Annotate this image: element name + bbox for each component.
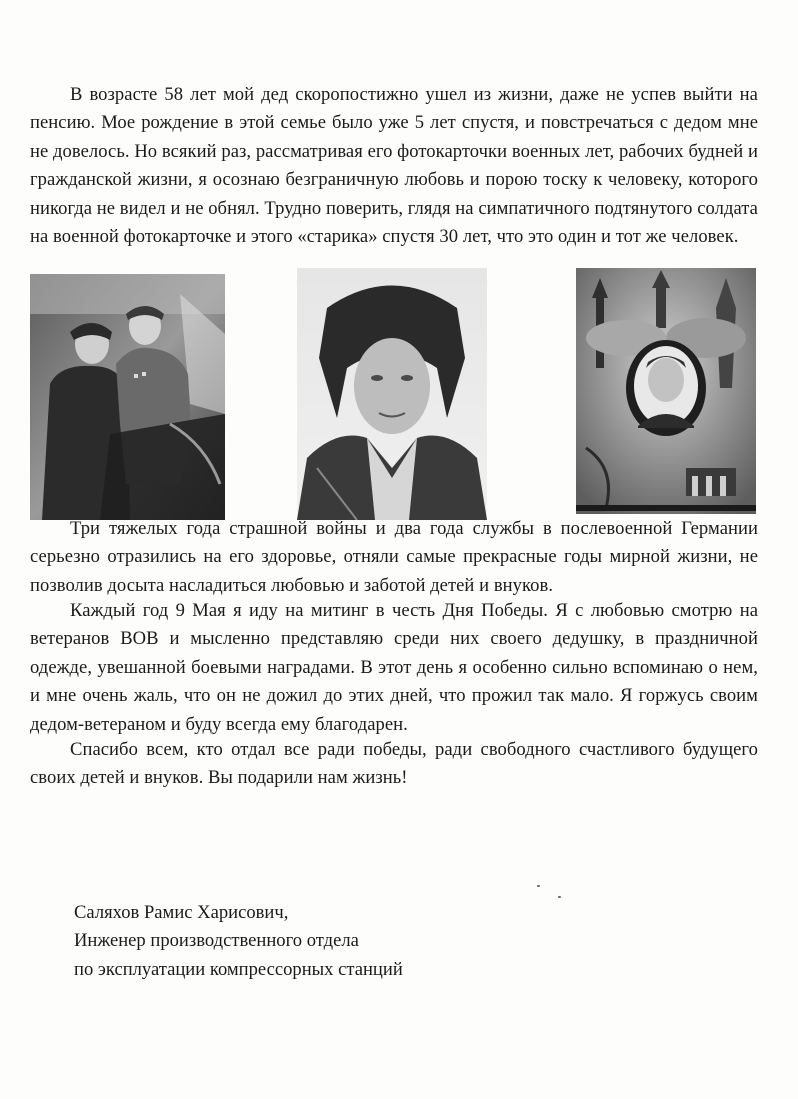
author-position-line1: Инженер производственного отдела xyxy=(74,930,359,952)
signature-block xyxy=(74,899,403,984)
paragraph-intro: В возрасте 58 лет мой дед скоропостижно ушел из жизни, даже не успев выйти на пенсию. Мое рождение в этой семье было уже 5 лет спустя, и повстречаться с дедом мне не довелось. Но всякий раз, рассматривая его фотокарточки военных лет, рабочих будней и гражданской жизни, я осознаю безграничную любовь и порою тоску к человеку, которого никогда не видел и не обнял. Трудно поверить, глядя на симпатичного подтянутого солдата на военной фотокарточке и этого «старика» спустя 30 лет, что это один и тот же человек. xyxy=(30,84,758,248)
author-position-line2: по эксплуатации компрессорных станций xyxy=(74,958,403,980)
paragraph-victory-day: Каждый год 9 Мая я иду на митинг в честь Дня Победы. Я с любовью смотрю на ветеранов ВОВ и мысленно представляю среди них своего дедушку, в праздничной одежде, увешанной боевыми наградами. В этот день я особенно сильно вспоминаю о нем, и мне очень жаль, что он не дожил до этих дней, что прожил так мало. Я горжусь своим дедом-ветераном и буду всегда ему благодарен. xyxy=(30,600,758,735)
photo-two-soldiers xyxy=(30,274,225,520)
paragraph-thanks: Спасибо всем, кто отдал все ради победы, ради свободного счастливого будущего своих детей и внуков. Вы подарили нам жизнь! xyxy=(30,739,758,789)
photo-older-man-in-fur-hat xyxy=(297,268,487,520)
author-name: Саляхов Рамис Харисович, xyxy=(74,902,289,923)
scan-speck xyxy=(558,896,561,898)
photo-postcard-boy-portrait xyxy=(576,268,756,514)
scan-speck xyxy=(537,885,540,887)
paragraph-war-service: Три тяжелых года страшной войны и два года службы в послевоенной Германии серьезно отразились на его здоровье, отняли самые прекрасные годы мирной жизни, не позволив досыта насладиться любовью и заботой детей и внуков. xyxy=(30,518,758,596)
